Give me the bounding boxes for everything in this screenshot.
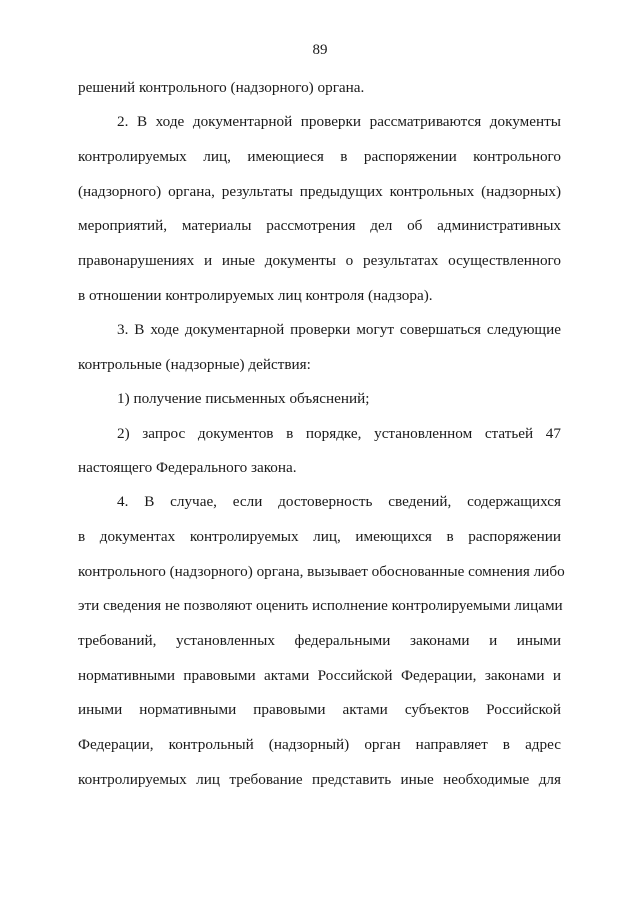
list-item-1: 1) получение письменных объяснений; (117, 390, 370, 407)
text-line: контрольные (надзорные) действия: (78, 356, 311, 373)
text-line: требований, установленных федеральными законами и иными (78, 632, 561, 649)
text-line: контролируемых лиц требование представить иные необходимые для (78, 771, 561, 788)
page-number: 89 (312, 42, 328, 58)
text-line: нормативными правовыми актами Российской Федерации, законами и (78, 667, 561, 684)
text-line: мероприятий, материалы рассмотрения дел об административных (78, 217, 561, 234)
paragraph-2-start: 2. В ходе документарной проверки рассматриваются документы (117, 113, 561, 130)
text-line: контролируемых лиц, имеющиеся в распоряжении контрольного (78, 148, 561, 165)
text-line: настоящего Федерального закона. (78, 459, 297, 476)
text-line: (надзорного) органа, результаты предыдущих контрольных (надзорных) (78, 183, 561, 200)
text-line: контрольного (надзорного) органа, вызывает обоснованные сомнения либо (78, 563, 565, 580)
text-line: правонарушениях и иные документы о результатах осуществленного (78, 252, 561, 269)
text-line: Федерации, контрольный (надзорный) орган направляет в адрес (78, 736, 561, 753)
text-line: иными нормативными правовыми актами субъектов Российской (78, 701, 561, 718)
paragraph-3-start: 3. В ходе документарной проверки могут совершаться следующие (117, 321, 561, 338)
text-line: в документах контролируемых лиц, имеющихся в распоряжении (78, 528, 561, 545)
list-item-2: 2) запрос документов в порядке, установленном статьей 47 (117, 425, 561, 442)
text-line: в отношении контролируемых лиц контроля (надзора). (78, 287, 433, 304)
text-line: решений контрольного (надзорного) органа. (78, 79, 365, 96)
paragraph-4-start: 4. В случае, если достоверность сведений, содержащихся (117, 493, 561, 510)
text-line: эти сведения не позволяют оценить исполнение контролируемыми лицами (78, 597, 563, 614)
